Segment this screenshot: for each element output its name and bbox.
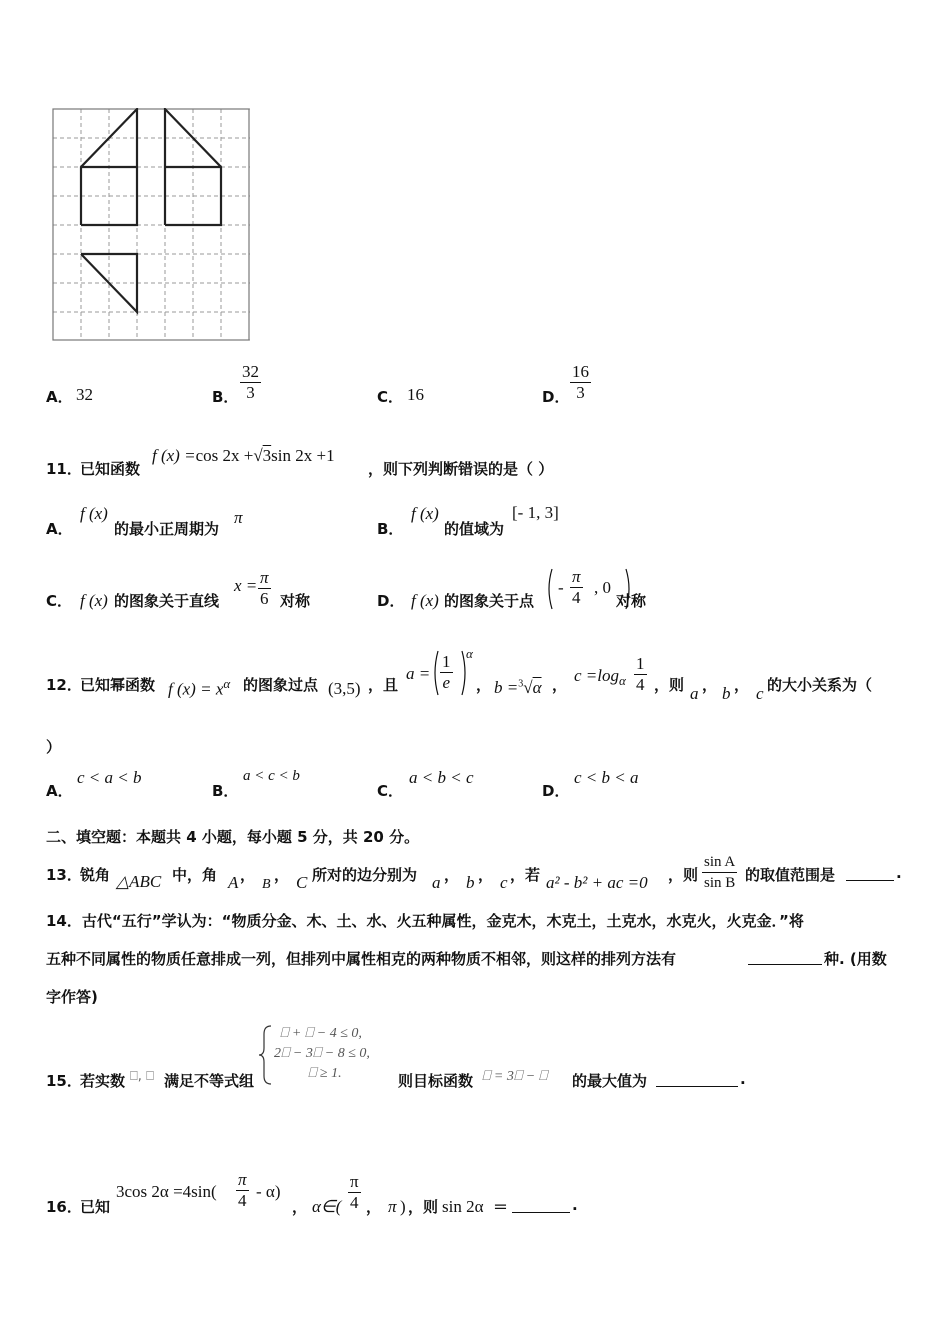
- q11-c-den: 6: [260, 589, 269, 608]
- q10-option-a-value: 32: [76, 385, 93, 404]
- q12-and: ，且: [368, 676, 399, 694]
- q11-b-text: 的值域为: [444, 520, 505, 538]
- q16-number: 16．: [46, 1198, 82, 1216]
- q16-range-fraction: [348, 1172, 361, 1213]
- q14-line-1: 14．古代“五行”学认为：“物质分金、木、土、水、火五种属性，金克木，木克土，土克水，水克火，火克金．”将: [46, 912, 804, 930]
- sqrt-symbol: √: [253, 446, 263, 465]
- q12-a-num: 1: [442, 652, 451, 671]
- q11-c-text: 的图象关于直线: [114, 592, 220, 610]
- q11-d-fx: f (x): [411, 591, 439, 610]
- q13-angle-b: B: [262, 877, 271, 892]
- q14-line-2a: 五种不同属性的物质任意排成一列，但排列中属性相克的两种物质不相邻，则这样的排列方法有: [46, 950, 677, 968]
- q16-s1: ，: [292, 1198, 308, 1216]
- q12-c-base: α: [619, 673, 626, 689]
- q16-t2: ，则: [408, 1198, 439, 1216]
- q15-end: .: [740, 1070, 746, 1088]
- q12-var-b: b: [722, 684, 731, 703]
- q15-system: [274, 1024, 370, 1084]
- q10-b-denominator: 3: [246, 383, 255, 402]
- q12-a-eq: a =: [406, 664, 431, 683]
- q16-sin: sin 2α: [442, 1197, 484, 1216]
- q12-lead: 已知幂函数: [80, 676, 156, 694]
- q11-c-fraction: [258, 568, 271, 609]
- section-2-title: 二、填空题：本题共 4 小题，每小题 5 分，共 20 分。: [46, 828, 420, 846]
- q16-answer-blank[interactable]: [512, 1212, 570, 1213]
- q13-equation: a² - b² + ac =0: [546, 873, 648, 892]
- q10-option-a-label[interactable]: A．: [46, 388, 73, 406]
- q11-d-fraction: [570, 567, 583, 608]
- q12-comma1: ，: [476, 676, 492, 694]
- q12-point: (3,5): [328, 679, 361, 698]
- q11-function: [152, 446, 335, 466]
- q12-func: [168, 676, 230, 699]
- q15-number: 15．: [46, 1072, 82, 1090]
- q13-number: 13．: [46, 866, 82, 884]
- q12-c-fraction: [634, 654, 647, 695]
- q11-a-fx: f (x): [80, 504, 108, 523]
- q13-side-a: a: [432, 873, 441, 892]
- q13-s3: ，: [444, 866, 460, 884]
- q16-t3: ＝: [493, 1198, 509, 1216]
- q16-t1: 已知: [80, 1198, 111, 1216]
- q12-sep2: ，: [734, 676, 750, 694]
- q12-b: [494, 678, 542, 698]
- q16-r-num: π: [350, 1172, 359, 1191]
- q12-d-value: c < b < a: [574, 768, 639, 787]
- q13-t3: 所对的边分别为: [312, 866, 418, 884]
- q11-func-rhs-a: cos 2x +: [195, 446, 254, 465]
- q16-r-den: 4: [350, 1193, 359, 1212]
- q12-close: ）: [46, 738, 62, 756]
- q12-option-d-label[interactable]: D．: [542, 782, 570, 800]
- q12-then: ，则: [654, 676, 685, 694]
- q10-d-numerator: 16: [572, 362, 589, 381]
- q13-t1: 锐角: [80, 866, 111, 884]
- q16-r-pi: π: [388, 1197, 397, 1216]
- q13-side-b: b: [466, 873, 475, 892]
- q12-b-eq: b =: [494, 678, 519, 697]
- q12-var-c: c: [756, 684, 764, 703]
- q12-tail: 的大小关系为（: [767, 676, 873, 694]
- q11-d-zero: , 0: [594, 578, 611, 597]
- q16-eq-b: - α): [256, 1182, 281, 1201]
- q12-c-den: 4: [636, 675, 645, 694]
- q10-option-d-fraction: [570, 362, 591, 403]
- q12-func-text: f (x) = x: [168, 679, 224, 699]
- q15-objective: ⎕ = 3⎕ − ⎕: [482, 1069, 548, 1084]
- q12-var-a: a: [690, 684, 699, 703]
- q10-option-b-label[interactable]: B．: [212, 388, 239, 406]
- q12-a-value: c < a < b: [77, 768, 142, 787]
- q12-a-exp: α: [466, 646, 473, 661]
- q11-lead: 已知函数: [80, 460, 141, 478]
- q12-option-a-label[interactable]: A．: [46, 782, 73, 800]
- q11-d-text: 的图象关于点: [444, 592, 535, 610]
- q11-c-x: x =: [234, 576, 258, 595]
- q11-c-num: π: [260, 568, 269, 587]
- q15-constraint-2: 2⎕ − 3⎕ − 8 ≤ 0,: [274, 1046, 370, 1061]
- q13-end: .: [896, 864, 902, 882]
- q13-side-c: c: [500, 873, 508, 892]
- q11-sqrt-arg: 3: [262, 446, 272, 465]
- q13-t6: 的取值范围是: [745, 866, 836, 884]
- q12-comma2: ，: [552, 676, 568, 694]
- cbrt-symbol: √: [523, 678, 533, 697]
- q10-option-b-fraction: [240, 362, 261, 403]
- q12-a-fraction: [440, 652, 453, 693]
- q13-fraction: [702, 852, 737, 893]
- q11-b-fx: f (x): [411, 504, 439, 523]
- q12-mid: 的图象过点: [243, 676, 319, 694]
- q13-s1: ，: [240, 866, 256, 884]
- q12-number: 12．: [46, 676, 82, 694]
- q11-func-lhs: f (x) =: [152, 446, 196, 465]
- q13-triangle: △ABC: [116, 872, 162, 891]
- q13-t5: ，则: [668, 866, 699, 884]
- q12-c: [574, 666, 626, 689]
- q13-num: sin A: [702, 852, 737, 873]
- q12-c-num: 1: [636, 654, 645, 673]
- q12-c-value: a < b < c: [409, 768, 474, 787]
- q11-tail: ，则下列判断错误的是（ ）: [368, 460, 554, 478]
- q12-b-radicand: α: [532, 678, 542, 697]
- q11-b-value: [- 1, 3]: [512, 503, 559, 522]
- q15-t1: 若实数: [80, 1072, 126, 1090]
- q12-sep1: ，: [702, 676, 718, 694]
- q11-c-fx: f (x): [80, 591, 108, 610]
- q11-number: 11．: [46, 460, 82, 478]
- q11-a-value: π: [234, 508, 243, 527]
- q12-option-c-label[interactable]: C．: [377, 782, 404, 800]
- q10-d-denominator: 3: [576, 383, 585, 402]
- q10-option-c-value: 16: [407, 385, 424, 404]
- q14-line-3: 字作答): [46, 988, 98, 1006]
- q14-line-2b: 种. (用数: [824, 950, 887, 968]
- three-view-figure: [52, 108, 252, 342]
- q12-b-value: a < c < b: [243, 768, 300, 784]
- q15-t3: 则目标函数: [398, 1072, 474, 1090]
- q11-option-c-label[interactable]: C．: [46, 592, 73, 610]
- q12-option-b-label[interactable]: B．: [212, 782, 239, 800]
- q12-a-expr: [432, 648, 476, 698]
- q11-option-a-label[interactable]: A．: [46, 520, 73, 538]
- q15-constraint-1: ⎕ + ⎕ − 4 ≤ 0,: [280, 1026, 362, 1041]
- q12-a-den: e: [442, 673, 451, 692]
- q11-func-rhs-b: sin 2x +1: [271, 446, 335, 465]
- q10-b-numerator: 32: [242, 362, 259, 381]
- q15-answer-blank[interactable]: [656, 1086, 738, 1087]
- q12-b-root-index: 3: [518, 678, 524, 690]
- q13-answer-blank[interactable]: [846, 880, 894, 881]
- q10-option-c-label[interactable]: C．: [377, 388, 404, 406]
- q16-end: .: [572, 1196, 578, 1214]
- q13-s2: ，: [274, 866, 290, 884]
- q11-d-tail: 对称: [616, 592, 647, 610]
- q12-c-eq: c =log: [574, 666, 619, 685]
- q16-eq-fraction: [236, 1170, 249, 1211]
- q16-eq-den: 4: [238, 1191, 247, 1210]
- q15-brace: [258, 1024, 274, 1086]
- q13-den: sin B: [704, 875, 736, 891]
- q15-t4: 的最大值为: [572, 1072, 648, 1090]
- q15-t2: 满足不等式组: [164, 1072, 255, 1090]
- q11-option-b-label[interactable]: B．: [377, 520, 404, 538]
- q11-option-d-label[interactable]: D．: [377, 592, 405, 610]
- q13-t2: 中，角: [172, 866, 218, 884]
- q16-eq-a: 3cos 2α =4sin(: [116, 1182, 217, 1201]
- q10-option-d-label[interactable]: D．: [542, 388, 570, 406]
- q13-angle-a: A: [228, 873, 239, 892]
- q11-c-tail: 对称: [280, 592, 311, 610]
- q14-answer-blank[interactable]: [748, 964, 822, 965]
- q11-d-minus: -: [558, 578, 564, 597]
- q15-constraint-3: ⎕ ≥ 1.: [308, 1066, 342, 1081]
- q11-d-den: 4: [572, 588, 581, 607]
- q12-func-exp: α: [223, 676, 231, 691]
- q16-eq-num: π: [238, 1170, 247, 1189]
- q11-d-num: π: [572, 567, 581, 586]
- q13-angle-c: C: [296, 873, 308, 892]
- q13-t4: ，若: [510, 866, 541, 884]
- q11-a-text: 的最小正周期为: [114, 520, 220, 538]
- q13-s4: ，: [478, 866, 494, 884]
- q15-vars: ⎕, ⎕: [130, 1069, 154, 1084]
- q16-r-close: ): [400, 1197, 406, 1216]
- q16-r-mid: ，: [366, 1198, 382, 1216]
- q16-in: α∈(: [312, 1197, 342, 1216]
